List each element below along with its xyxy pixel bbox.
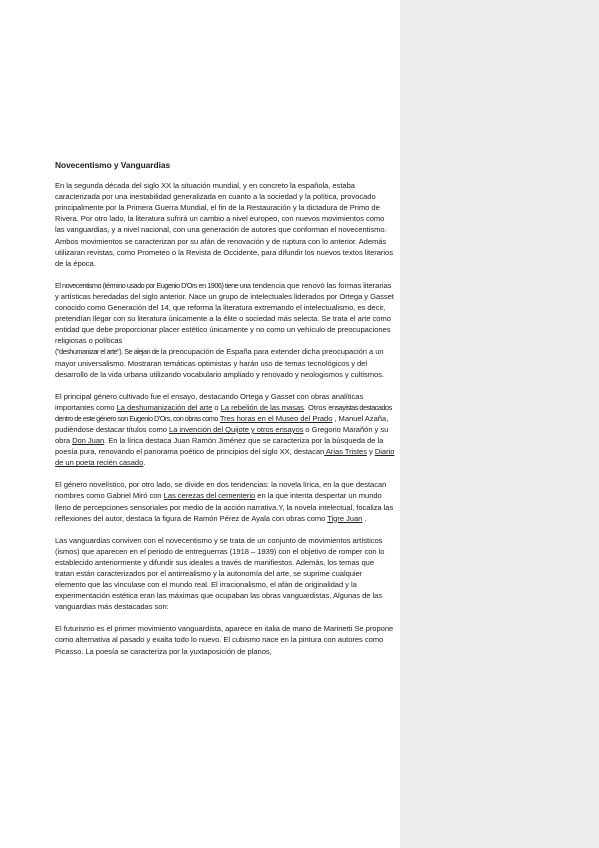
paragraph-text: la preocupación de España para extender dicha preocupación a un mayor universalismo. Mostraran temáticas optimistas y harán uso de temas tecnológicos y del desarrollo de la vida urbana utilizando vocabulario ampliado y renovado y neologismos y cultismos.	[55, 347, 384, 379]
work-title-link: Don Juan	[72, 436, 105, 446]
paragraph-novecentismo	[55, 280, 395, 380]
work-title-link: Tigre Juan	[327, 513, 363, 523]
paragraph-text: en la que intenta despertar un mundo lleno de percepciones sensoriales por medio de la acción narrativa.Y, la novela intelectual, focaliza las reflexiones del autor, destaca la figura de Ramón Pérez de Ayala con obras como	[55, 491, 394, 523]
paragraph-text: o Gregorio Marañón y su obra	[55, 424, 389, 446]
paragraph-text: . Otros	[303, 402, 329, 412]
paragraph-vanguardias: Las vanguardias conviven con el novecentismo y se trata de un conjunto de movimientos artísticos (ismos) que aparecen en el periodo de entreguerras (1918 – 1939) con el objetivo de romper con lo establecido anteriormente y difundir sus ideales a través de manifiestos. Además, los temas que tratan están caracterizados por el antirrealismo y la autonomía del arte, se suprime cualquier elemento que las vinculase con el mundo real. El irracionalismo, el afán de originalidad y la experimentación estética eran las máximas que ocupaban las obras vanguardistas. Algunas de las vanguardias más destacadas son:	[55, 535, 385, 612]
condensed-text: El novecentismo (término usado por Eugenio D'Ors en 1906) tiene una	[55, 280, 251, 290]
condensed-text: ensayistas destacados dentro de este género son Eugenio D'Ors, con obras como	[55, 402, 392, 423]
paragraph-text: .	[362, 513, 367, 523]
paragraph-text: .	[143, 458, 146, 468]
work-title-link: Las cerezas del cementerio	[163, 491, 256, 501]
paragraph-text: El género novelístico, por otro lado, se divide en dos tendencias: la novela lírica, en la que destacan nombres como Gabriel Miró con	[55, 480, 387, 501]
work-title-link: Diario de un poeta recién casado	[55, 447, 395, 468]
paragraph-text: , Manuel Azaña, pudiéndose destacar títulos como	[55, 413, 389, 434]
work-title-link: Arias Tristes	[324, 447, 367, 457]
work-title-link: La deshumanización del arte	[116, 402, 213, 412]
paragraph-text: El principal género cultivado fue el ensayo, destacando Ortega y Gasset con obras analíticas importantes como	[55, 391, 364, 412]
paragraph-intro: En la segunda década del siglo XX la situación mundial, y en concreto la española, estaba caracterizada por una inestabilidad generalizada en cuanto a la sociedad y la política, provocado principalmente por la Primera Guerra Mundial, el fin de la Restauración y la dictadura de Primo de Rivera. Por otro lado, la literatura sufrirá un cambio a nivel europeo, con nuevos movimientos como las vanguardias, y a nivel nacional, con una generación de autores que conforman el novecentismo. Ambos movimientos se caracterizan por su afán de renovación y de ruptura con lo anterior. Además utilizaran revistas, como Prometeo o la Revista de Occidente, para difundir los nuevos textos literarios de la época.	[55, 181, 393, 268]
paragraph-novela	[55, 479, 395, 523]
work-title-link: La rebelión de las masas	[220, 402, 304, 412]
work-title-link: Tres horas en el Museo del Prado	[219, 413, 333, 423]
paragraph-text: tendencia que renovó las formas literarias y artísticas heredadas del siglo anterior. Nace un grupo de intelectuales liderados por Ortega y Gasset conocido como Generación del 14, que reforma la literatura extremando el intelectualismo, es decir, pretendían llegar con su literatura únicamente a la élite o sociedad más selecta. Se trata el arte como entidad que debe proporcionar placer estético únicamente y no como un vehículo de preocupaciones religiosas o políticas	[55, 280, 394, 346]
document-body	[55, 160, 395, 668]
paragraph-futurismo: El futurismo es el primer movimiento vanguardista, aparece en italia de mano de Marinetti Se propone como alternativa al pasado y exalta todo lo nuevo. El cubismo nace en la pintura con autores como Picasso. La poesía se caracteriza por la yuxtaposición de planos,	[55, 624, 394, 656]
comment-pane	[400, 0, 599, 848]
paragraph-text: y	[366, 447, 375, 457]
paragraph-ensayo	[55, 391, 395, 469]
condensed-text: ("deshumanizar el arte"). Se alejan de	[55, 347, 159, 357]
paragraph-text: o	[212, 402, 221, 412]
document-title: Novecentismo y Vanguardias	[55, 160, 171, 170]
work-title-link: La invención del Quijote y otros ensayos	[169, 424, 304, 434]
paragraph-text: . En la lírica destaca Juan Ramón Jiménez que se caracteriza por la búsqueda de la poesía pura, renovando el panorama poético de principios del siglo XX, destacan	[55, 436, 384, 457]
